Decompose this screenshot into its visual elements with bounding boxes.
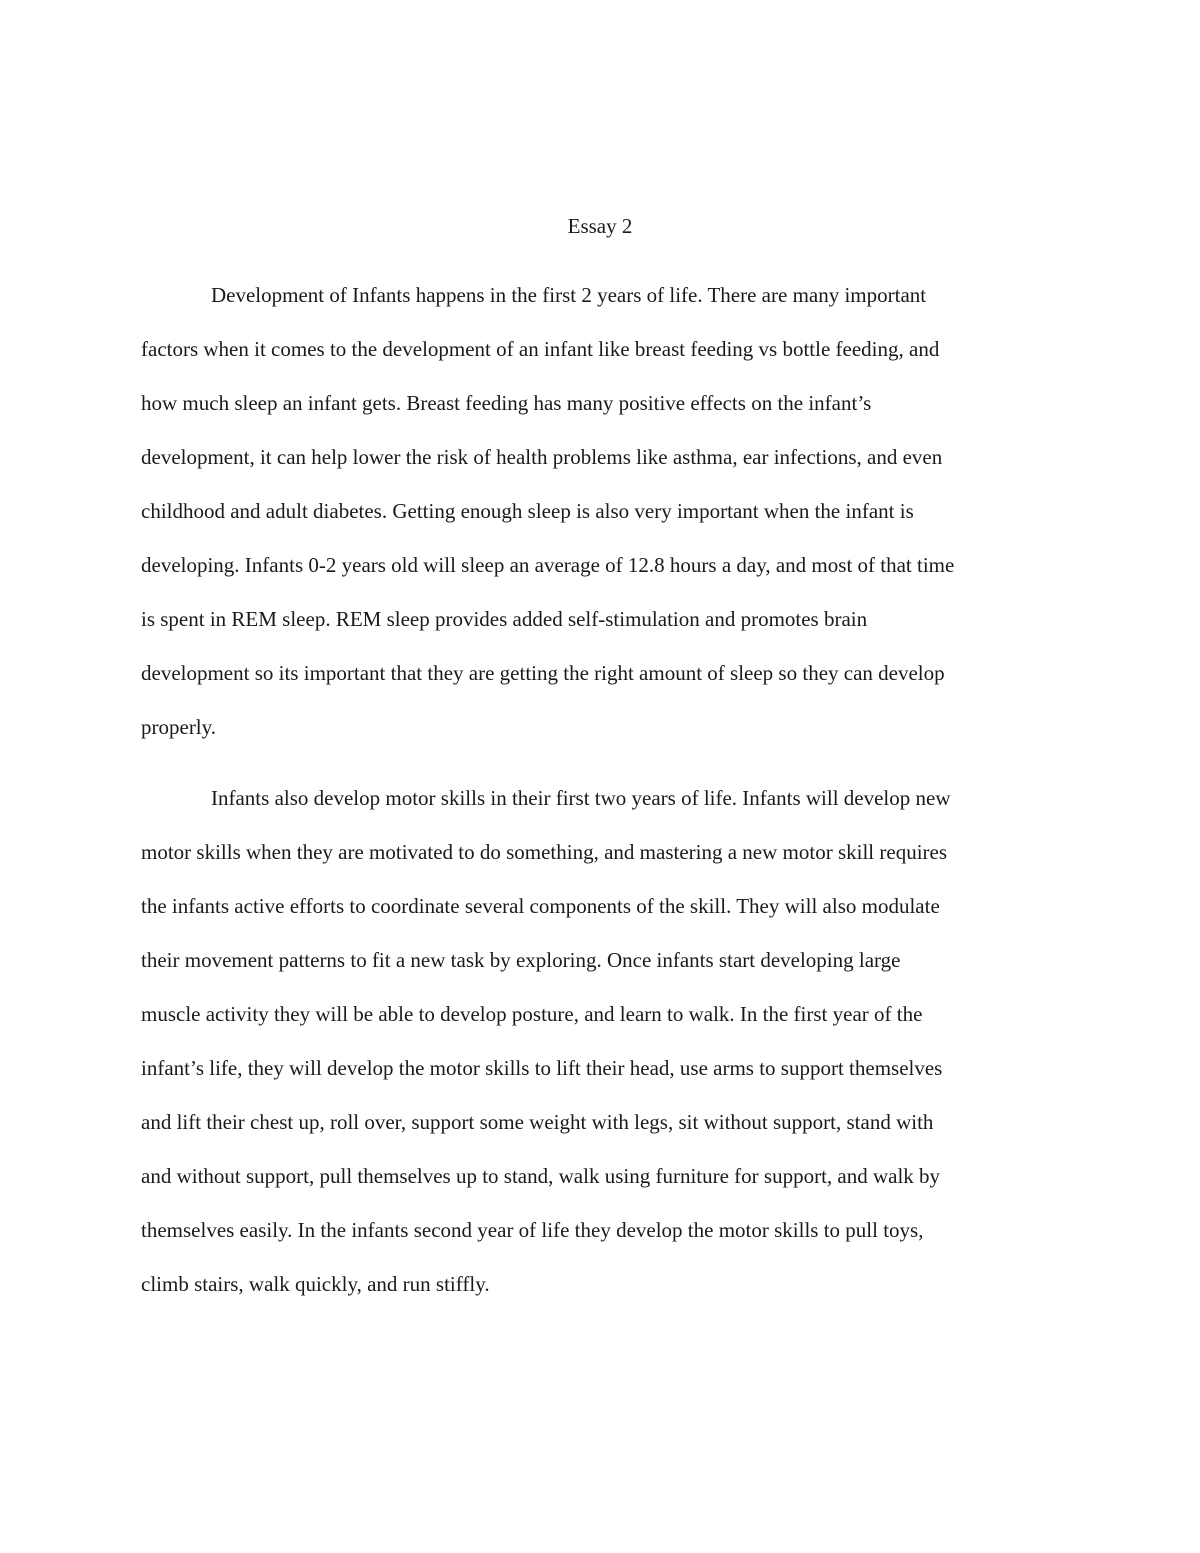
paragraph-2-line: motor skills when they are motivated to do something, and mastering a new motor skill requires xyxy=(141,840,948,864)
paragraph-2-line: muscle activity they will be able to develop posture, and learn to walk. In the first year of the xyxy=(141,1002,923,1026)
paragraph-2-line: Infants also develop motor skills in their first two years of life. Infants will develop new xyxy=(211,786,951,810)
paragraph-2-line: the infants active efforts to coordinate several components of the skill. They will also modulate xyxy=(141,894,940,918)
paragraph-1-line: development so its important that they are getting the right amount of sleep so they can develop xyxy=(141,661,945,685)
paragraph-1-line: how much sleep an infant gets. Breast feeding has many positive effects on the infant’s xyxy=(141,391,872,415)
paragraph-1-line: properly. xyxy=(141,715,217,739)
paragraph-1-line: factors when it comes to the development of an infant like breast feeding vs bottle feeding, and xyxy=(141,337,940,361)
paragraph-1-line: development, it can help lower the risk of health problems like asthma, ear infections, and even xyxy=(141,445,943,469)
paragraph-2-line: and without support, pull themselves up to stand, walk using furniture for support, and walk by xyxy=(141,1164,941,1188)
paragraph-1-line: childhood and adult diabetes. Getting enough sleep is also very important when the infant is xyxy=(141,499,914,523)
paragraph-2-line: infant’s life, they will develop the motor skills to lift their head, use arms to support themselves xyxy=(141,1056,943,1080)
paragraph-2-line: and lift their chest up, roll over, support some weight with legs, sit without support, stand with xyxy=(141,1110,934,1134)
paragraph-1-line: Development of Infants happens in the first 2 years of life. There are many important xyxy=(211,283,927,307)
paragraph-2-line: themselves easily. In the infants second year of life they develop the motor skills to pull toys, xyxy=(141,1218,924,1242)
paragraph-1-line: developing. Infants 0-2 years old will sleep an average of 12.8 hours a day, and most of that time xyxy=(141,553,955,577)
paragraph-1-line: is spent in REM sleep. REM sleep provides added self-stimulation and promotes brain xyxy=(141,607,868,631)
document-title: Essay 2 xyxy=(567,214,633,238)
paragraph-2-line: their movement patterns to fit a new task by exploring. Once infants start developing large xyxy=(141,948,901,972)
paragraph-2-line: climb stairs, walk quickly, and run stiffly. xyxy=(141,1272,490,1296)
